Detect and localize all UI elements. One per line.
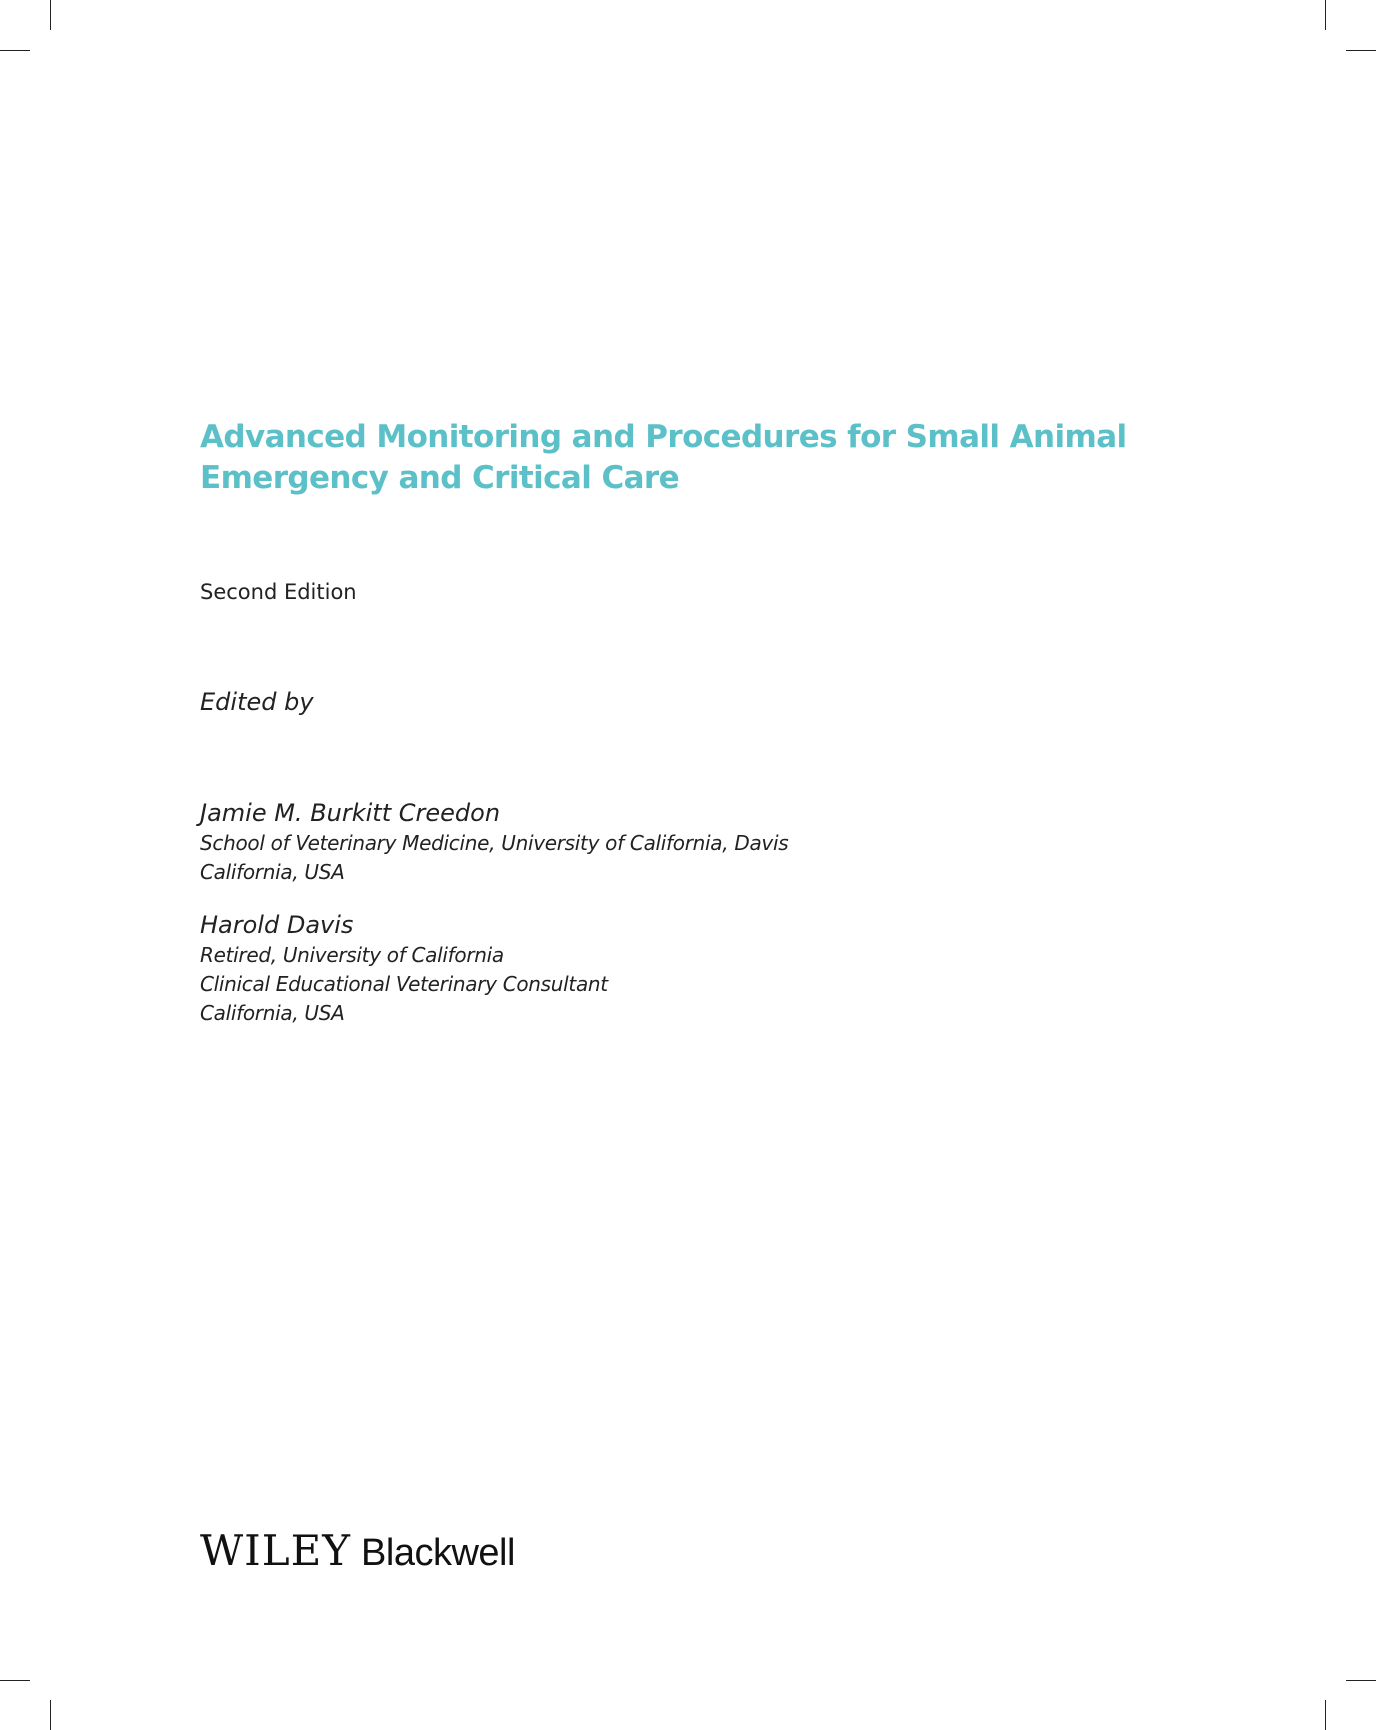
edited-by-label: Edited by: [200, 688, 314, 716]
crop-mark-top-left-horizontal: [0, 50, 30, 51]
publisher-logo-wiley: WILEY: [200, 1526, 352, 1575]
editor-name: Harold Davis: [200, 911, 354, 939]
crop-mark-bottom-right-horizontal: [1346, 1680, 1376, 1681]
editor-name: Jamie M. Burkitt Creedon: [200, 799, 501, 827]
crop-mark-bottom-left-horizontal: [0, 1680, 30, 1681]
editor-affiliation-line: California, USA: [200, 860, 345, 884]
book-title-line-1: Advanced Monitoring and Procedures for Small Animal: [200, 419, 1127, 455]
crop-mark-top-right-horizontal: [1346, 50, 1376, 51]
book-title-line-2: Emergency and Critical Care: [200, 460, 680, 496]
editor-entry: [200, 797, 788, 887]
editor-affiliation-line: Retired, University of California: [200, 943, 504, 967]
crop-mark-bottom-left-vertical: [50, 1700, 51, 1730]
editor-affiliation-line: School of Veterinary Medicine, University of California, Davis: [200, 831, 789, 855]
editor-affiliation-line: Clinical Educational Veterinary Consultant: [200, 972, 608, 996]
book-title: [200, 417, 1127, 499]
publisher-logo: [200, 1526, 515, 1578]
edition-label: Second Edition: [200, 580, 357, 604]
editor-entry: [200, 909, 608, 1028]
editor-affiliation-line: California, USA: [200, 1001, 345, 1025]
publisher-logo-blackwell: Blackwell: [361, 1532, 515, 1574]
crop-mark-bottom-right-vertical: [1325, 1700, 1326, 1730]
crop-mark-top-right-vertical: [1325, 0, 1326, 30]
crop-mark-top-left-vertical: [50, 0, 51, 30]
